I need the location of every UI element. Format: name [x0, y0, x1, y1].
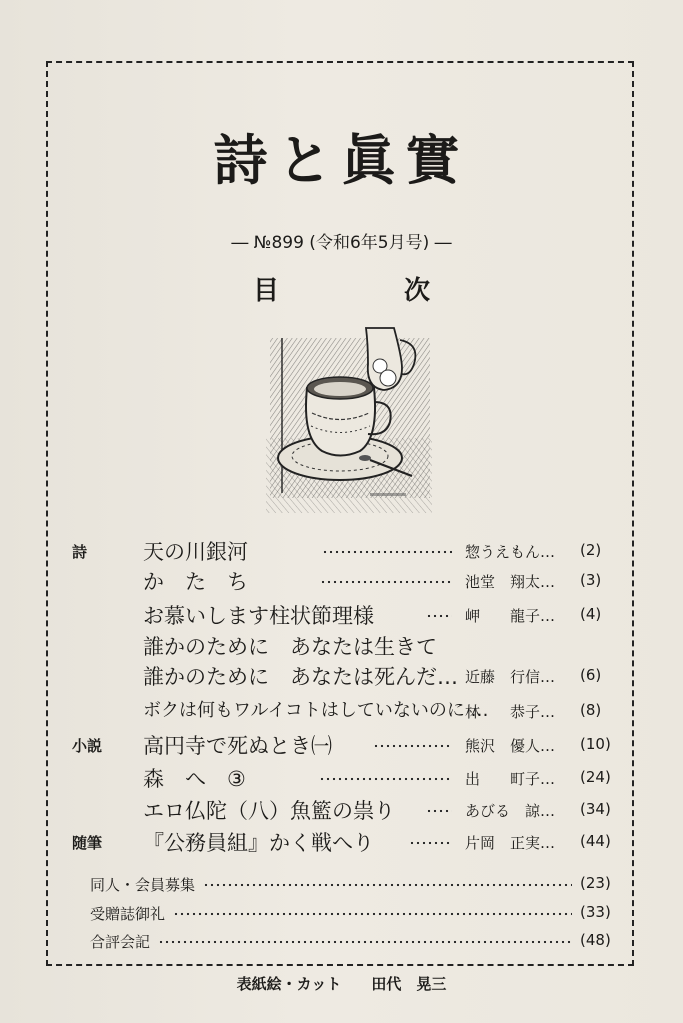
- leader-dots: [426, 805, 452, 817]
- toc-title: 誰かのために あなたは生きて: [143, 635, 437, 659]
- toc-author: 林 恭子…: [465, 703, 556, 721]
- leader-dots: [203, 879, 572, 891]
- misc-label: 同人・会員募集: [90, 876, 196, 894]
- toc-title: 誰かのために あなたは死んだ…: [143, 665, 458, 689]
- toc-title: か た ち: [143, 570, 248, 594]
- toc-author: 熊沢 優人…: [465, 737, 556, 755]
- misc-label: 合評会記: [90, 933, 151, 951]
- toc-category: 随筆: [72, 834, 103, 852]
- leader-dots: [320, 576, 452, 588]
- misc-page-number: (33): [580, 903, 611, 921]
- toc-title: 高円寺で死ぬとき㈠: [143, 734, 332, 758]
- toc-title: 『公務員組』かく戦へり: [143, 831, 374, 855]
- toc-entry: [0, 762, 683, 792]
- toc-entry: [0, 599, 683, 629]
- toc-entry: [0, 695, 683, 725]
- cover-art-credit: 表紙絵・カット 田代 晃三: [236, 975, 447, 993]
- toc-page-number: (8): [580, 701, 602, 719]
- toc-title: 森 へ ③: [143, 767, 246, 791]
- toc-author: 出 町子…: [465, 770, 556, 788]
- toc-title: 天の川銀河: [143, 540, 248, 564]
- toc-page-number: (4): [580, 605, 602, 623]
- toc-page-number: (44): [580, 832, 611, 850]
- misc-entry: [0, 927, 683, 957]
- toc-entry: [0, 660, 683, 690]
- leader-dots: [158, 936, 572, 948]
- toc-category: 小説: [72, 737, 103, 755]
- toc-page-number: (3): [580, 571, 602, 589]
- misc-entry: [0, 899, 683, 929]
- issue-number: ― №899 (令和6年5月号) ―: [231, 233, 452, 253]
- leader-dots: [173, 908, 572, 920]
- toc-entry: [0, 630, 683, 660]
- toc-entry: [0, 729, 683, 759]
- leader-dots: [322, 546, 452, 558]
- leader-dots: [373, 740, 452, 752]
- leader-dots: [319, 773, 452, 785]
- toc-page-number: (2): [580, 541, 602, 559]
- coffee-cup-illustration: [262, 318, 432, 528]
- toc-title: ボクは何もワルイコトはしていないのに …: [143, 700, 489, 721]
- leader-dots: [426, 610, 452, 622]
- magazine-title: 詩と眞實: [213, 128, 470, 192]
- toc-entry: [0, 826, 683, 856]
- toc-author: 片岡 正実…: [465, 834, 556, 852]
- toc-entry: [0, 535, 683, 565]
- toc-author: 岬 龍子…: [465, 607, 556, 625]
- misc-page-number: (48): [580, 931, 611, 949]
- toc-heading-left: 目: [253, 276, 280, 306]
- toc-entry: [0, 565, 683, 595]
- toc-page-number: (24): [580, 768, 611, 786]
- toc-title: エロ仏陀（八）魚籃の祟り: [143, 799, 395, 823]
- toc-page-number: (6): [580, 666, 602, 684]
- toc-page-number: (34): [580, 800, 611, 818]
- toc-author: 近藤 行信…: [465, 668, 556, 686]
- misc-label: 受贈誌御礼: [90, 905, 166, 923]
- toc-category: 詩: [72, 543, 88, 561]
- toc-entry: [0, 794, 683, 824]
- misc-entry: [0, 870, 683, 900]
- toc-page-number: (10): [580, 735, 611, 753]
- misc-page-number: (23): [580, 874, 611, 892]
- toc-author: あびる 諒…: [465, 802, 556, 820]
- leader-dots: [409, 837, 452, 849]
- toc-author: 池堂 翔太…: [465, 573, 556, 591]
- toc-title: お慕いします柱状節理様: [143, 604, 374, 628]
- toc-heading-right: 次: [404, 276, 431, 306]
- toc-author: 惣うえもん…: [465, 543, 556, 561]
